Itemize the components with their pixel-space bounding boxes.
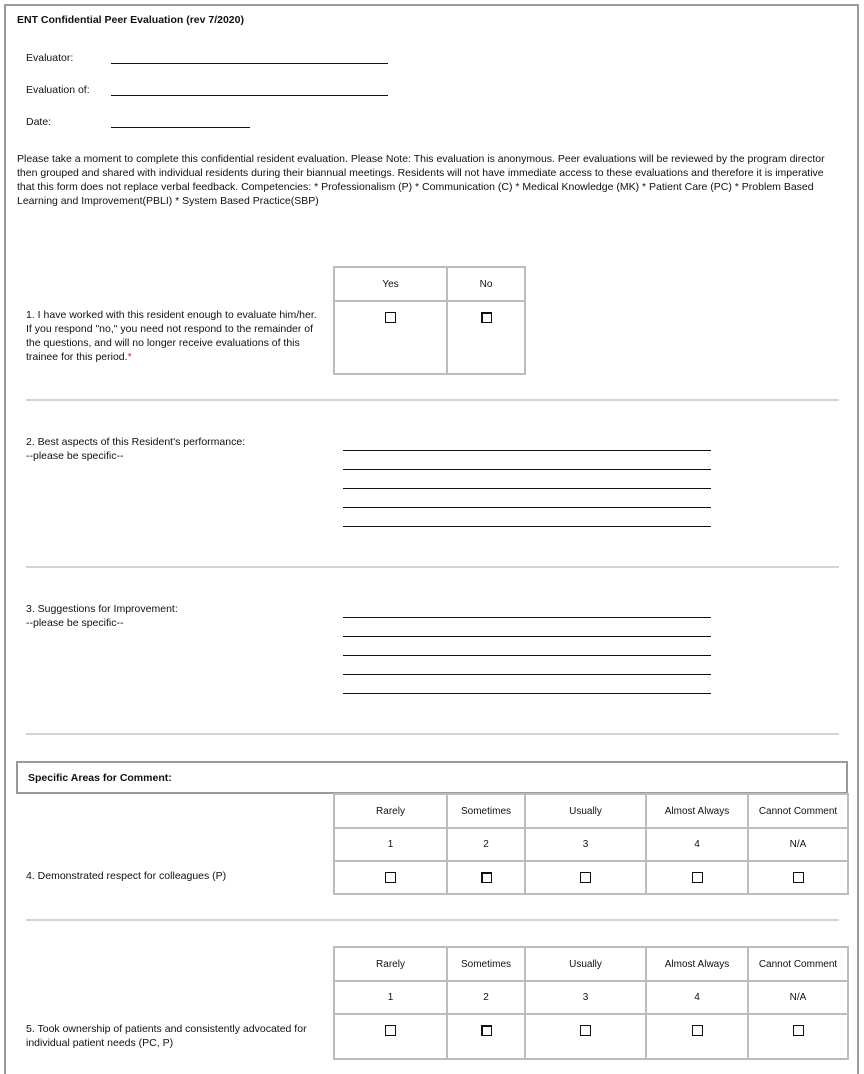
scale-label-usually: Usually [525,794,646,828]
divider [26,919,839,921]
q4-cannot-comment-checkbox[interactable] [793,872,804,883]
q4-sometimes-checkbox[interactable] [481,872,492,883]
q1-answer-table [333,266,526,375]
scale-label-sometimes: Sometimes [447,947,525,981]
q1-question: 1. I have worked with this resident enough to evaluate him/her. If you respond "no," you need not respond to the remainder of the questions, and will no longer receive evaluations of this trainee for this period.* [26,309,317,363]
q3-answer-line[interactable] [343,636,711,637]
q3-question: 3. Suggestions for Improvement: [26,603,178,615]
q2-answer-line[interactable] [343,507,711,508]
q4-rating-table [333,793,849,895]
evaluation-of-label: Evaluation of: [26,84,90,96]
intro-paragraph: Please take a moment to complete this confidential resident evaluation. Please Note: This evaluation is anonymous. Peer evaluations will be reviewed by the program director then grouped and shared with individual residents during their biannual meetings. Residents will not have immediate access to these evaluations and therefore it is imperative that this form does not replace verbal feedback. Competencies: * Professionalism (P) * Communication (C) * Medical Knowledge (MK) * Patient Care (PC) * Problem Based Learning and Improvement(PBLI) * System Based Practice(SBP) [17,153,825,207]
q5-usually-checkbox[interactable] [580,1025,591,1036]
q4-almost-always-checkbox[interactable] [692,872,703,883]
q2-answer-line[interactable] [343,450,711,451]
q5-rarely-checkbox[interactable] [385,1025,396,1036]
divider [26,566,839,568]
scale-value: 2 [447,828,525,861]
q1-yes-checkbox[interactable] [385,312,396,323]
q2-answer-line[interactable] [343,469,711,470]
q3-answer-line[interactable] [343,617,711,618]
scale-value: 4 [646,828,748,861]
q3-answer-line[interactable] [343,674,711,675]
q2-answer-line[interactable] [343,526,711,527]
scale-label-almost-always: Almost Always [646,947,748,981]
q4-usually-checkbox[interactable] [580,872,591,883]
evaluator-field[interactable] [111,63,388,64]
q1-option-no-label: No [447,267,525,301]
scale-label-rarely: Rarely [334,947,447,981]
q5-almost-always-checkbox[interactable] [692,1025,703,1036]
q2-answer-line[interactable] [343,488,711,489]
section-title: Specific Areas for Comment: [28,772,172,784]
q4-question: 4. Demonstrated respect for colleagues (P) [26,870,227,882]
q1-option-yes-label: Yes [334,267,447,301]
scale-value: 1 [334,828,447,861]
q5-sometimes-checkbox[interactable] [481,1025,492,1036]
q4-rarely-checkbox[interactable] [385,872,396,883]
scale-value: N/A [748,828,848,861]
q1-no-checkbox[interactable] [481,312,492,323]
scale-value: N/A [748,981,848,1014]
scale-value: 3 [525,828,646,861]
form-title: ENT Confidential Peer Evaluation (rev 7/2020) [17,14,244,26]
q5-cannot-comment-checkbox[interactable] [793,1025,804,1036]
divider [26,399,839,401]
q2-hint: --please be specific-- [26,450,124,462]
q5-rating-table [333,946,849,1060]
scale-label-sometimes: Sometimes [447,794,525,828]
q3-answer-line[interactable] [343,693,711,694]
q3-hint: --please be specific-- [26,617,124,629]
scale-value: 1 [334,981,447,1014]
divider [26,733,839,735]
scale-label-almost-always: Almost Always [646,794,748,828]
evaluation-of-field[interactable] [111,95,388,96]
date-field[interactable] [111,127,250,128]
scale-value: 2 [447,981,525,1014]
scale-value: 3 [525,981,646,1014]
scale-label-cannot-comment: Cannot Comment [748,794,848,828]
scale-value: 4 [646,981,748,1014]
scale-label-cannot-comment: Cannot Comment [748,947,848,981]
scale-label-rarely: Rarely [334,794,447,828]
q3-answer-line[interactable] [343,655,711,656]
date-label: Date: [26,116,52,128]
evaluator-label: Evaluator: [26,52,74,64]
scale-label-usually: Usually [525,947,646,981]
required-mark: * [127,351,132,363]
section-header [16,761,848,794]
q5-question: 5. Took ownership of patients and consistently advocated for individual patient needs (PC, P) [26,1023,307,1049]
q2-question: 2. Best aspects of this Resident's performance: [26,436,246,448]
